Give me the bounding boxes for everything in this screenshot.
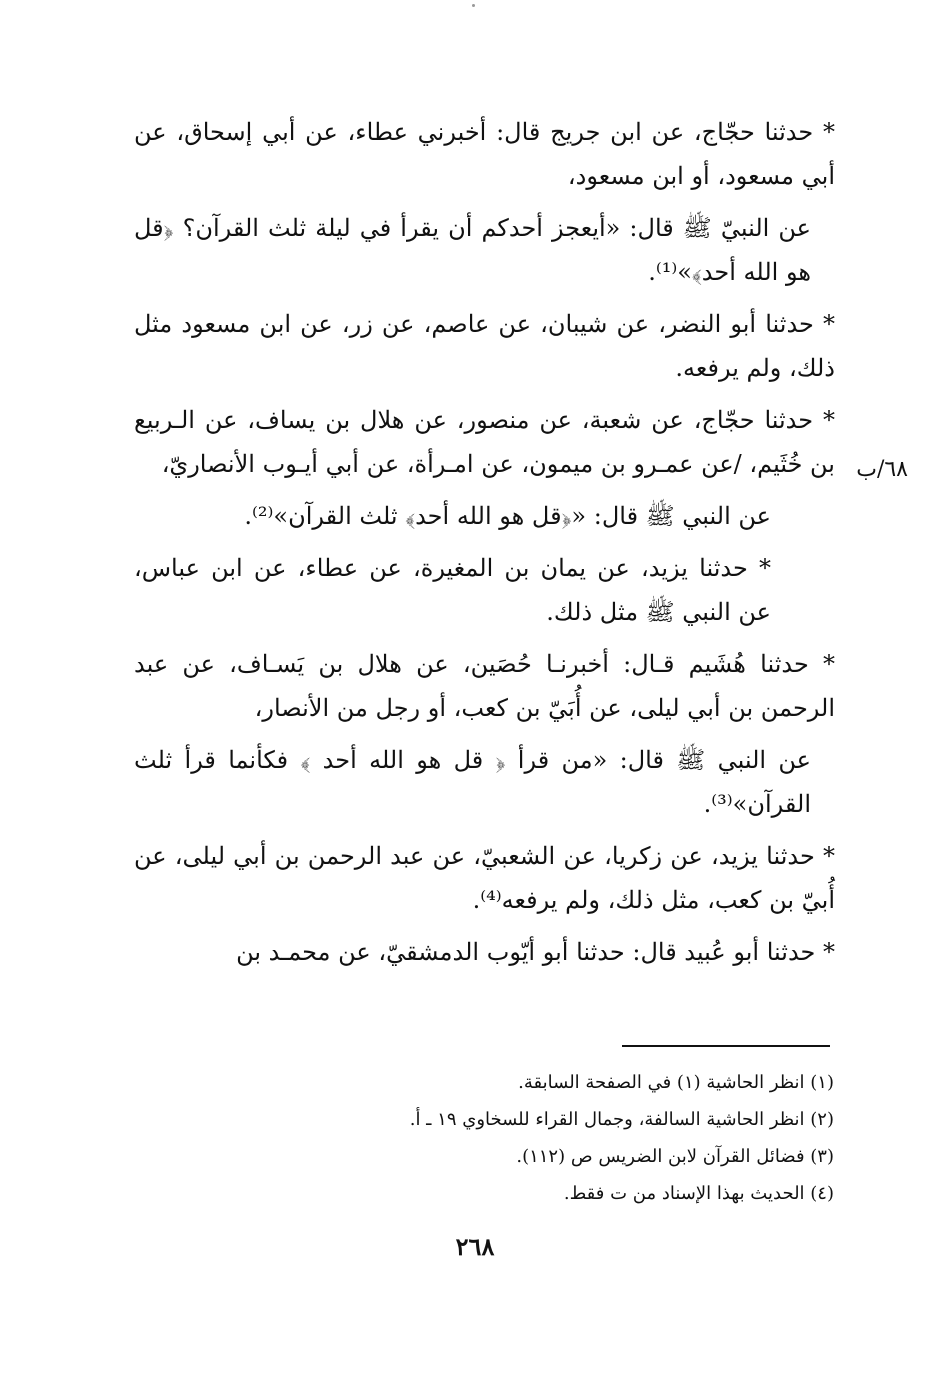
scan-dot xyxy=(472,4,475,7)
paragraph-hadith-2: * حدثنا أبو النضر، عن شيبان، عن عاصم، عن زر، عن ابن مسعود مثل ذلك، ولم يرفعه. xyxy=(134,310,835,382)
footnotes xyxy=(300,1064,834,1212)
paragraph-hadith-1: * حدثنا حجّاج، عن ابن جريج قال: أخبرني عطاء، عن أبي إسحاق، عن أبي مسعود، أو ابن مسعود، xyxy=(134,118,835,190)
footnote-2: (٢) انظر الحاشية السالفة، وجمال القراء للسخاوي ١٩ ـ أ. xyxy=(409,1109,834,1130)
paragraph-hadith-6: * حدثنا يزيد، عن زكريا، عن الشعبيّ، عن عبد الرحمن بن أبي ليلى، عن أُبيّ بن كعب، مثل ذلك، ولم يرفعه⁽⁴⁾. xyxy=(134,842,835,914)
manuscript-folio-note: ٦٨/ب xyxy=(856,457,908,482)
paragraph-matn-1: عن النبيّ ﷺ قال: «أيعجز أحدكم أن يقرأ في ليلة ثلث القرآن؟ ﴿قل هو الله أحد﴾»⁽¹⁾. xyxy=(134,214,811,286)
paragraph-hadith-5: * حدثنا هُشَيم قـال: أخبرنـا حُصَين، عن هلال بن يَسـاف، عن عبد الرحمن بن أبي ليلى، عن أُبَيّ بن كعب، أو رجل من الأنصار، xyxy=(134,650,835,722)
page-number: ٢٦٨ xyxy=(455,1232,495,1261)
paragraph-hadith-4: * حدثنا يزيد، عن يمان بن المغيرة، عن عطاء، عن ابن عباس، عن النبي ﷺ مثل ذلك. xyxy=(134,554,771,626)
paragraph-hadith-7: * حدثنا أبو عُبيد قال: حدثنا أبو أيّوب الدمشقيّ، عن محمـد بن xyxy=(236,938,835,966)
paragraph-hadith-3: * حدثنا حجّاج، عن شعبة، عن منصور، عن هلال بن يساف، عن الـربيع بن خُثَيم، /عن عمـرو بن ميمون، عن امـرأة، عن أبي أيـوب الأنصاريّ، xyxy=(134,406,835,478)
paragraph-matn-3: عن النبي ﷺ قال: «﴿قل هو الله أحد﴾ ثلث القرآن»⁽²⁾. xyxy=(244,502,771,530)
main-text xyxy=(134,110,835,982)
footnote-4: (٤) الحديث بهذا الإسناد من ت فقط. xyxy=(563,1183,834,1204)
footnote-1: (١) انظر الحاشية (١) في الصفحة السابقة. xyxy=(518,1072,834,1093)
paragraph-matn-5: عن النبي ﷺ قال: «من قرأ ﴿ قل هو الله أحد ﴾ فكأنما قرأ ثلث القرآن»⁽³⁾. xyxy=(134,746,811,818)
footnote-3: (٣) فضائل القرآن لابن الضريس ص (١١٢). xyxy=(516,1146,834,1167)
footnote-separator xyxy=(622,1045,830,1047)
